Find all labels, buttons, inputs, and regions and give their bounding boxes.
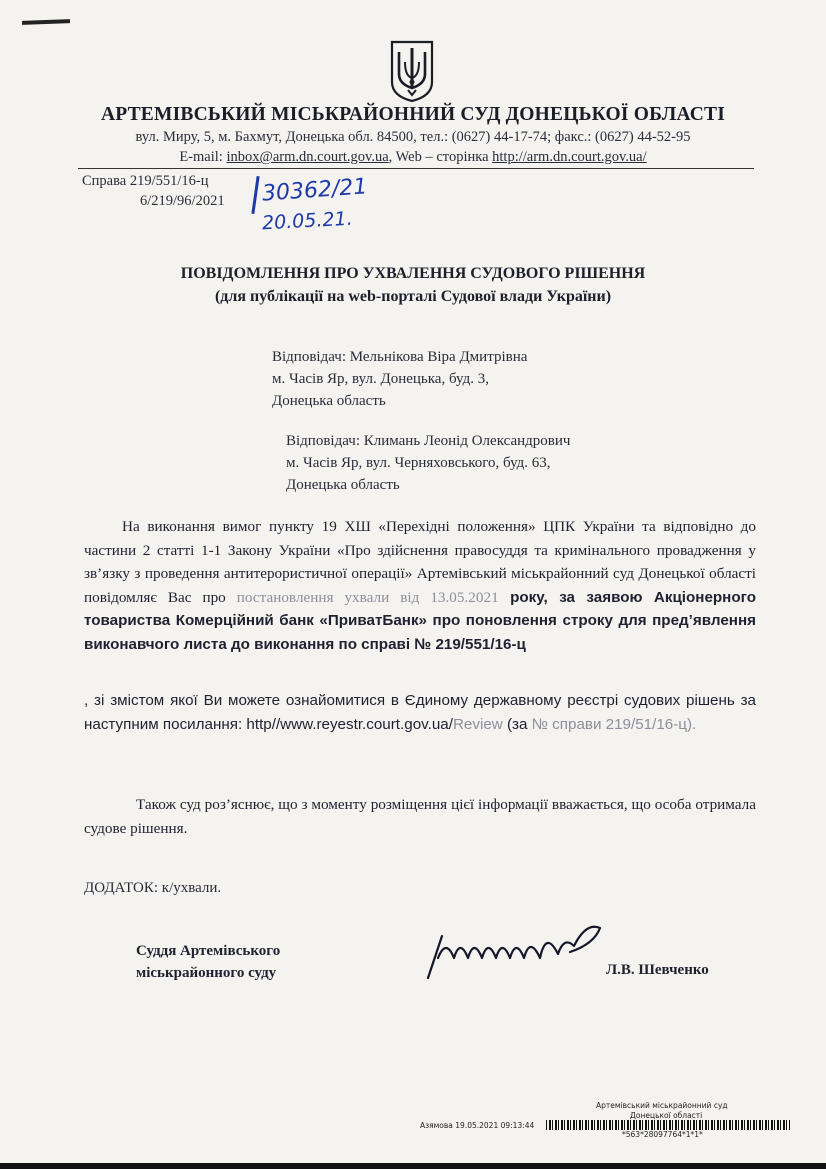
- respondent-street: м. Часів Яр, вул. Черняховського, буд. 63,: [286, 455, 551, 471]
- handwritten-registration-date: 20.05.21.: [261, 207, 354, 235]
- stamp-region: Донецької області: [630, 1111, 703, 1120]
- paragraph-text: На виконання вимог пункту 19 ХШ «Перехідні положення» ЦПК України та відповідно до частини 2 статті 1-1 Закону України «Про здійснення правосуддя та кримінального провадження у зв’язку з проведення антитерористичної операції» Артемівський міськрайонний суд Донецької області повідомляє Вас про: [84, 518, 756, 606]
- respondent-street: м. Часів Яр, вул. Донецька, буд. 3,: [272, 371, 489, 387]
- registry-link-path: Review: [452, 715, 503, 733]
- barcode-number: *563*28097764*1*1*: [622, 1130, 703, 1139]
- registry-link[interactable]: http//www.reyestr.court.gov.ua/: [246, 715, 453, 733]
- email-link[interactable]: inbox@arm.dn.court.gov.ua: [226, 149, 389, 165]
- court-name: АРТЕМІВСЬКИЙ МІСЬКРАЙОННИЙ СУД ДОНЕЦЬКОЇ ОБЛАСТІ: [100, 104, 726, 125]
- ruling-details-text: року, за заявою Акціонерного товариства Комерційний банк «ПриватБанк» про поновлення строку для пред’явлення виконавчого листа до виконання по справі № 219/551/16-ц: [84, 588, 757, 653]
- respondent-region: Донецька область: [272, 393, 386, 409]
- respondent-name: Відповідач: Климань Леонід Олександрович: [286, 433, 571, 449]
- judge-name: Л.В. Шевченко: [606, 962, 709, 978]
- judge-title: [136, 940, 280, 984]
- email-label: E-mail:: [179, 149, 227, 165]
- judge-title-line: міськрайонного суду: [136, 965, 277, 981]
- respondent-block: [272, 346, 527, 412]
- trident-emblem-icon: [388, 38, 436, 104]
- appendix-note: ДОДАТОК: к/ухвали.: [84, 880, 222, 896]
- ruling-date-text: постановлення ухвали від 13.05.2021: [236, 588, 499, 606]
- respondent-name: Відповідач: Мельнікова Віра Дмитрівна: [272, 349, 528, 365]
- registry-paragraph: [84, 689, 756, 736]
- scan-corner-mark: [22, 19, 70, 25]
- notice-title: ПОВІДОМЛЕННЯ ПРО УХВАЛЕННЯ СУДОВОГО РІШЕННЯ: [180, 265, 646, 282]
- handwritten-bracket: [251, 176, 259, 214]
- notice-subtitle: (для публікації на web-порталі Судової влади України): [214, 288, 612, 305]
- scan-bottom-edge: [0, 1163, 826, 1169]
- case-number: Справа 219/551/16-ц: [82, 173, 209, 189]
- court-address: вул. Миру, 5, м. Бахмут, Донецька обл. 84500, тел.: (0627) 44-17-74; факс.: (0627) 44-52-95: [135, 129, 691, 145]
- header-divider: [78, 168, 754, 169]
- respondent-block: [286, 430, 570, 496]
- clarification-paragraph: Також суд роз’яснює, що з моменту розміщення цієї інформації вважається, що особа отримала судове рішення.: [84, 796, 756, 837]
- judge-title-line: Суддя Артемівського: [136, 943, 281, 959]
- proceeding-number: 6/219/96/2021: [140, 193, 225, 209]
- registry-case-ref: № справи 219/51/16-ц).: [531, 715, 697, 733]
- stamp-registrar: Азямова 19.05.2021 09:13:44: [420, 1121, 535, 1130]
- paragraph-text: (за: [502, 715, 532, 733]
- web-link[interactable]: http://arm.dn.court.gov.ua/: [492, 149, 647, 165]
- notice-paragraph: [84, 515, 756, 656]
- handwritten-registration-number: 30362/21: [261, 174, 369, 207]
- respondent-region: Донецька область: [286, 477, 400, 493]
- judge-signature: [424, 918, 608, 984]
- document-barcode: [546, 1120, 790, 1130]
- stamp-court-name: Артемівський міськрайонний суд: [596, 1101, 728, 1110]
- web-label: , Web – сторінка: [388, 149, 493, 165]
- paragraph-text: , зі змістом якої Ви можете ознайомитися в Єдиному державному реєстрі судових рішень за наступним посилання:: [84, 692, 756, 733]
- court-contacts: [0, 149, 826, 166]
